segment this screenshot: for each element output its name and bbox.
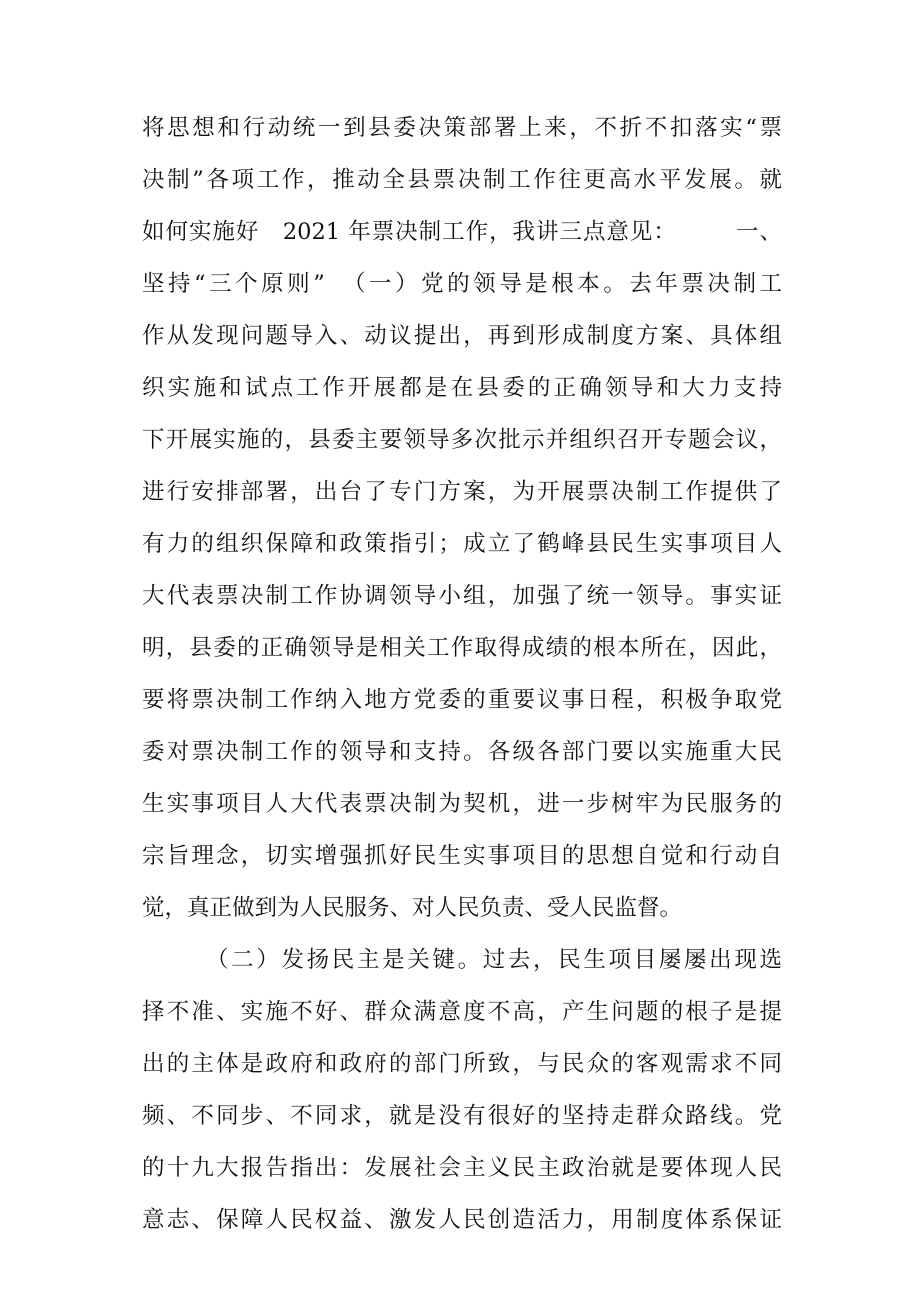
text-line: 作从发现问题导入、动议提出，再到形成制度方案、具体组 xyxy=(142,323,782,349)
text-line: 明，县委的正确领导是相关工作取得成绩的根本所在，因此， xyxy=(142,635,782,661)
text-line: 觉，真正做到为人民服务、对人民负责、受人民监督。 xyxy=(142,895,683,921)
text-line: 将思想和行动统一到县委决策部署上来，不折不扣落实“票 xyxy=(142,115,782,141)
text-line: 要将票决制工作纳入地方党委的重要议事日程，积极争取党 xyxy=(142,687,782,713)
text-line: 有力的组织保障和政策指引；成立了鹤峰县民生实事项目人 xyxy=(142,531,782,557)
paragraph-start-line: （二）发扬民主是关键。过去，民生项目屡屡出现选 xyxy=(206,947,782,973)
text-line: 生实事项目人大代表票决制为契机，进一步树牢为民服务的 xyxy=(142,791,782,817)
text-line: 坚持“三个原则” （一）党的领导是根本。去年票决制工 xyxy=(142,271,782,297)
body-text xyxy=(142,102,782,1246)
text-line: 的十九大报告指出：发展社会主义民主政治就是要体现人民 xyxy=(142,1155,782,1181)
text-line: 委对票决制工作的领导和支持。各级各部门要以实施重大民 xyxy=(142,739,782,765)
text-line: 下开展实施的，县委主要领导多次批示并组织召开专题会议， xyxy=(142,427,782,453)
text-line: 频、不同步、不同求，就是没有很好的坚持走群众路线。党 xyxy=(142,1103,782,1129)
text-line: 进行安排部署，出台了专门方案，为开展票决制工作提供了 xyxy=(142,479,782,505)
text-line: 如何实施好 2021 年票决制工作，我讲三点意见： 一、 xyxy=(142,219,782,245)
text-line: 决制”各项工作，推动全县票决制工作往更高水平发展。就 xyxy=(142,167,782,193)
text-line: 出的主体是政府和政府的部门所致，与民众的客观需求不同 xyxy=(142,1051,782,1077)
text-line: 择不准、实施不好、群众满意度不高，产生问题的根子是提 xyxy=(142,999,782,1025)
text-line: 宗旨理念，切实增强抓好民生实事项目的思想自觉和行动自 xyxy=(142,843,782,869)
text-line: 意志、保障人民权益、激发人民创造活力，用制度体系保证 xyxy=(142,1207,782,1233)
text-line: 织实施和试点工作开展都是在县委的正确领导和大力支持 xyxy=(142,375,782,401)
text-line: 大代表票决制工作协调领导小组，加强了统一领导。事实证 xyxy=(142,583,782,609)
